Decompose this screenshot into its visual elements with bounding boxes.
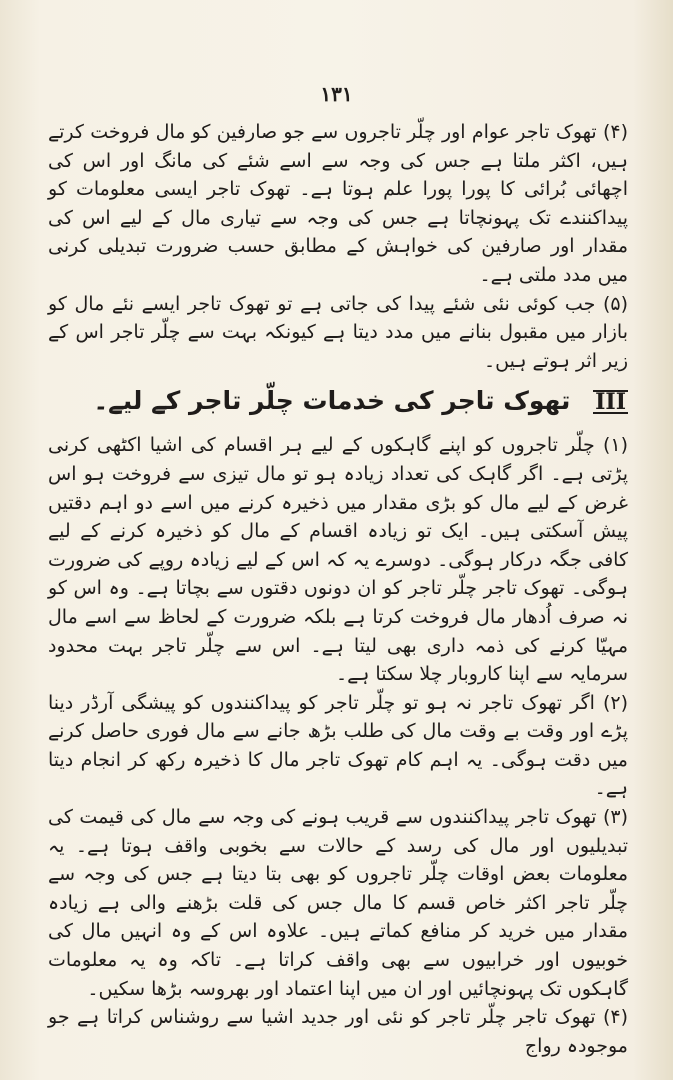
paragraph-2-stock-availability: (۲) اگر تھوک تاجر نہ ہو تو چلّر تاجر کو پیداکنندوں کو پیشگی آرڈر دینا پڑے اور وقت بے وقت مال کی طلب بڑھ جانے سے مال فوری حاصل کرنے میں دقت ہوگی۔ یہ اہم کام تھوک تاجر مال کا ذخیرہ رکھ کر انجام دیتا ہے۔ xyxy=(48,691,628,800)
paragraph-4-wholesaler-feedback: (۴) تھوک تاجر عوام اور چلّر تاجروں سے جو صارفین کو مال فروخت کرتے ہیں، اکثر ملتا ہے جس کی وجہ سے اسے شئے کی مانگ اور اس کی اچھائی بُرائی کا پورا پورا علم ہوتا ہے۔ تھوک تاجر ایسی معلومات کو پیداکنندے تک پہونچاتا ہے جس کی وجہ سے تیاری مال کے لیے اس کی مقدار اور صارفین کی خواہش کے مطابق حسب ضرورت تبدیلی کرنی میں مدد ملتی ہے۔ xyxy=(48,121,628,286)
section-heading xyxy=(48,379,628,423)
page-number: ۱۳۱ xyxy=(320,82,353,106)
paragraph-4-new-goods: (۴) تھوک تاجر چلّر تاجر کو نئی اور جدید اشیا سے روشناس کراتا ہے جو موجودہ رواج xyxy=(48,1006,628,1057)
paragraph-3-market-information: (۳) تھوک تاجر پیداکنندوں سے قریب ہونے کی وجہ سے مال کی قیمت کی تبدیلیوں اور مال کی رسد کے حالات سے بخوبی واقف ہوتا ہے۔ یہ معلومات بعض اوقات چلّر تاجروں کو بھی بتا دیتا ہے جس کی وجہ سے چلّر تاجر اکثر خاص قسم کا مال جس کی قلت بڑھنے والی ہے زیادہ مقدار میں خرید کر منافع کماتے ہیں۔ علاوہ اس کے وہ انہیں مال کی خوبیوں اور خرابیوں سے بھی واقف کراتا ہے۔ تاکہ وہ یہ معلومات گاہکوں تک پہونچائیں اور ان میں اپنا اعتماد اور بھروسہ بڑھا سکیں۔ xyxy=(48,806,628,1000)
page-body xyxy=(48,118,628,1060)
paragraph-5-new-products: (۵) جب کوئی نئی شئے پیدا کی جاتی ہے تو تھوک تاجر ایسے نئے مال کو بازار میں مقبول بنانے میں مدد دیتا ہے کیونکہ بہت سے چلّر تاجر اس کے زیر اثر ہوتے ہیں۔ xyxy=(48,292,628,372)
paragraph-1-storage-and-credit: (۱) چلّر تاجروں کو اپنے گاہکوں کے لیے ہر اقسام کی اشیا اکٹھی کرنی پڑتی ہے۔ اگر گاہک کی تعداد زیادہ ہو تو مال تیزی سے فروخت ہو اس غرض کے لیے مال کو بڑی مقدار میں ذخیرہ کرنے میں اسے دو اہم دقتیں پیش آسکتی ہیں۔ ایک تو زیادہ اقسام کے مال کو ذخیرہ کرنے کے لیے کافی جگہ درکار ہوگی۔ دوسرے یہ کہ اس کے لیے زیادہ روپے کی ضرورت ہوگی۔ تھوک تاجر چلّر تاجر کو ان دونوں دقتوں سے بچاتا ہے۔ وہ اس کو نہ صرف اُدھار مال فروخت کرتا ہے بلکہ ضرورت کے لحاظ سے اسے مال مہیّا کرنے کی ذمہ داری بھی لیتا ہے۔ اس سے چلّر تاجر بہت محدود سرمایہ سے اپنا کاروبار چلا سکتا ہے۔ xyxy=(48,434,628,686)
section-roman-numeral: III xyxy=(595,389,626,416)
section-heading-title: تھوک تاجر کی خدمات چلّر تاجر کے لیے۔ xyxy=(93,386,571,416)
